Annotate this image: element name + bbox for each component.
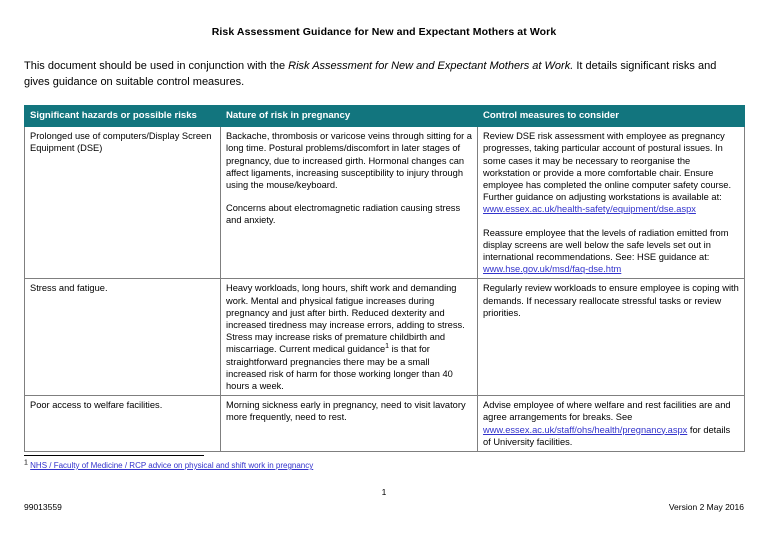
intro-text-italic: Risk Assessment for New and Expectant Mothers at Work. bbox=[288, 60, 574, 72]
cell-nature bbox=[221, 127, 478, 279]
intro-paragraph bbox=[24, 38, 744, 90]
nature-text-part-a: Heavy workloads, long hours, shift work and demanding work. Mental and physical fatigue increases during pregnancy and just after birth. Reduced dexterity and increased tiredness may increase errors, adding to stress. Stress may increase risks of premature childbirth and miscarriage. Current medical guidance bbox=[226, 283, 465, 355]
footnote-source-link[interactable]: NHS / Faculty of Medicine / RCP advice on physical and shift work in pregnancy bbox=[30, 461, 314, 470]
hazard-text: Poor access to welfare facilities. bbox=[30, 400, 163, 411]
risk-guidance-table bbox=[24, 105, 745, 452]
hse-faq-link[interactable]: www.hse.gov.uk/msd/faq-dse.htm bbox=[483, 264, 622, 275]
control-text: Advise employee of where welfare and rest facilities are and agree arrangements for breaks. See bbox=[483, 400, 731, 423]
cell-nature bbox=[221, 279, 478, 396]
column-header-hazards: Significant hazards or possible risks bbox=[25, 106, 221, 127]
cell-nature bbox=[221, 396, 478, 452]
control-paragraph-1 bbox=[483, 399, 739, 448]
footnote-marker: 1 bbox=[24, 459, 28, 467]
control-paragraph-1: Regularly review workloads to ensure employee is coping with demands. If necessary reallocate stressful tasks or review priorities. bbox=[483, 283, 739, 318]
dse-guidance-link[interactable]: www.essex.ac.uk/health-safety/equipment/dse.aspx bbox=[483, 204, 696, 215]
cell-hazard bbox=[25, 279, 221, 396]
nature-paragraph-1 bbox=[226, 282, 472, 392]
table-row bbox=[25, 127, 745, 279]
column-header-nature: Nature of risk in pregnancy bbox=[221, 106, 478, 127]
nature-text-part-b: is that for straightforward pregnancies there may be a small increased risk of harm for those working longer than 40 hours a week. bbox=[226, 344, 453, 392]
column-header-control: Control measures to consider bbox=[478, 106, 745, 127]
page-footer bbox=[24, 502, 744, 512]
control-text: Reassure employee that the levels of radiation emitted from display screens are well below the safe levels set out in international recommendations. See: HSE guidance at: bbox=[483, 227, 729, 263]
table-row bbox=[25, 279, 745, 396]
footnote-entry bbox=[24, 460, 744, 471]
pregnancy-facilities-link[interactable]: www.essex.ac.uk/staff/ohs/health/pregnancy.aspx bbox=[483, 424, 688, 435]
intro-text-after: It details significant risks and gives guidance on suitable control measures. bbox=[24, 60, 717, 88]
nature-paragraph-2: Concerns about electromagnetic radiation causing stress and anxiety. bbox=[226, 203, 461, 226]
cell-hazard bbox=[25, 127, 221, 279]
document-version: Version 2 May 2016 bbox=[668, 502, 744, 512]
page-title: Risk Assessment Guidance for New and Expectant Mothers at Work bbox=[211, 26, 557, 38]
control-text: Review DSE risk assessment with employee as pregnancy progresses, taking particular account of postural issues. In some cases it may be necessary to reorganise the workstation or provide a more comfortable chair. Ensure employee has completed the online computer safety course. Further guidance on adjusting workstations is available at: bbox=[483, 131, 732, 203]
control-text-after: for details of University facilities. bbox=[483, 424, 731, 447]
hazard-text: Stress and fatigue. bbox=[30, 283, 108, 294]
table-row bbox=[25, 396, 745, 452]
cell-control bbox=[478, 279, 745, 396]
nature-paragraph-1: Morning sickness early in pregnancy, need to visit lavatory more frequently, need to rest. bbox=[226, 400, 466, 423]
footnote-reference-marker: 1 bbox=[385, 343, 390, 351]
cell-hazard bbox=[25, 396, 221, 452]
table-header-row bbox=[25, 106, 745, 127]
cell-control bbox=[478, 396, 745, 452]
hazard-text: Prolonged use of computers/Display Screen Equipment (DSE) bbox=[30, 131, 212, 154]
footnote-separator bbox=[24, 455, 204, 456]
nature-paragraph-1: Backache, thrombosis or varicose veins through sitting for a long time. Postural problems/discomfort in later stages of pregnancy, due to increased girth. Hormonal changes can affect ligaments, increasing susceptibility to injury through using the mouse/keyboard. bbox=[226, 131, 472, 191]
intro-text-before: This document should be used in conjunction with the bbox=[24, 60, 289, 72]
page-number: 1 bbox=[381, 487, 387, 497]
control-paragraph-2 bbox=[483, 227, 739, 276]
control-paragraph-1 bbox=[483, 130, 739, 215]
footnote-area bbox=[24, 455, 744, 471]
document-number: 99013559 bbox=[24, 502, 62, 512]
cell-control bbox=[478, 127, 745, 279]
